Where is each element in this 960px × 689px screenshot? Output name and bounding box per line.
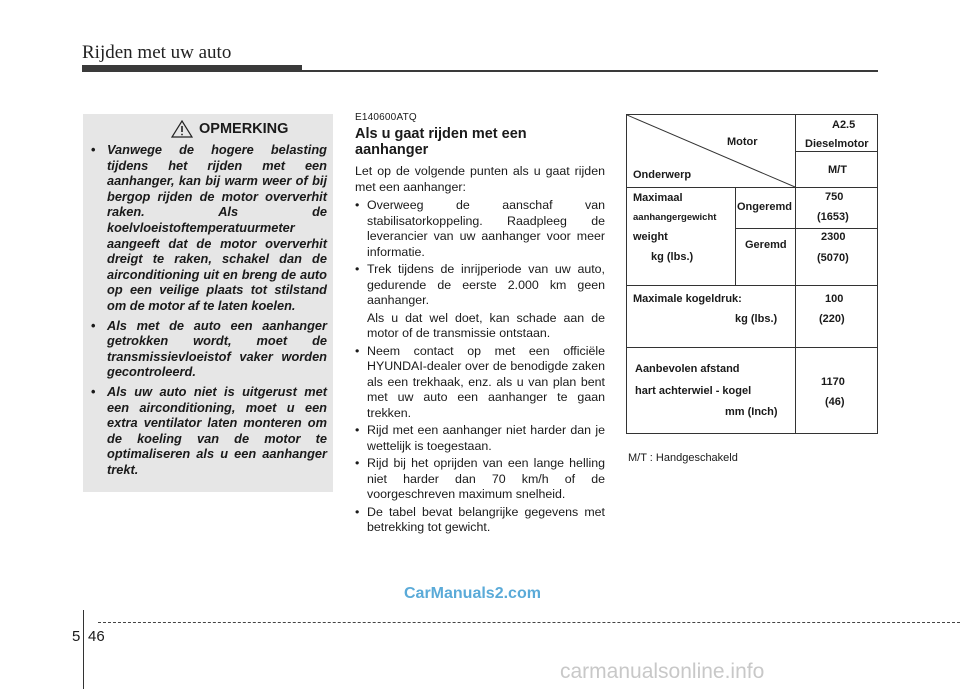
list-item-extra: Als u dat wel doet, kan schade aan de motor of de transmissie ontstaan. bbox=[367, 310, 605, 340]
list-item: • Trek tijdens de inrijperiode van uw auto, gedurende de eerste 2.000 km geen aanhanger. Als u dat wel doet, kan schade aan de motor of de transmissie ontstaan. bbox=[355, 262, 605, 342]
header-rule bbox=[302, 70, 878, 72]
tongue-load-label: Maximale kogeldruk: bbox=[633, 293, 742, 305]
distance-label: Aanbevolen afstand bbox=[635, 363, 740, 375]
page-number: 46 bbox=[88, 628, 105, 645]
unbraked-value: 750 bbox=[825, 191, 844, 203]
watermark: CarManuals2.com bbox=[404, 585, 541, 602]
distance-value: 1170 bbox=[821, 376, 845, 388]
table-divider bbox=[627, 285, 877, 286]
list-item: • Overweeg de aanschaf van stabilisatorkoppeling. Raadpleeg de leverancier van uw aanhanger voor meer informatie. bbox=[355, 198, 605, 260]
max-weight-label: Maximaal bbox=[633, 192, 683, 204]
max-weight-label: weight bbox=[633, 231, 668, 243]
engine-name: A2.5 bbox=[832, 119, 856, 131]
unbraked-label: Ongeremd bbox=[737, 201, 793, 213]
section-title: Als u gaat rijden met een aanhanger bbox=[355, 126, 527, 158]
list-item: • Neem contact op met een officiële HYUNDAI-dealer over de benodigde zaken als een trekhaak, enz. als u van plan bent met uw auto een aanhanger te gaan trekken. bbox=[355, 344, 605, 422]
distance-value-inch: (46) bbox=[825, 396, 845, 408]
note-title: OPMERKING bbox=[199, 121, 289, 137]
page-section: 5 bbox=[72, 628, 81, 645]
distance-unit: mm (Inch) bbox=[725, 406, 778, 418]
table-divider bbox=[735, 228, 877, 229]
note-list bbox=[83, 142, 327, 481]
note-box bbox=[83, 114, 333, 492]
tongue-load-value-lbs: (220) bbox=[819, 313, 845, 325]
section-intro: Let op de volgende punten als u gaat rijden met een aanhanger: bbox=[355, 164, 605, 194]
note-item: • Als uw auto niet is uitgerust met een airconditioning, moet u een extra ventilator laten monteren om de koeling van de motor te optimaliseren als u een aanhanger trekt. bbox=[83, 384, 327, 478]
section-code: E140600ATQ bbox=[355, 112, 417, 123]
braked-label: Geremd bbox=[745, 239, 787, 251]
header-bar bbox=[82, 65, 302, 72]
warning-icon bbox=[171, 120, 193, 138]
list-item: • Rijd met een aanhanger niet harder dan je wettelijk is toegestaan. bbox=[355, 423, 605, 454]
note-item: • Vanwege de hogere belasting tijdens het rijden met een aanhanger, kan bij warm weer of bij bergop rijden de motor oververhit raken. Als de koelvloeistoftemperatuurmeter aangeeft dat de motor oververhit dreigt te raken, schakel dan de airconditioning uit en breng de auto op een veilige plaats tot stilstand om de motor af te laten koelen. bbox=[83, 142, 327, 314]
footer-watermark: carmanualsonline.info bbox=[560, 660, 765, 683]
header-title: Rijden met uw auto bbox=[82, 42, 232, 63]
list-item: • Rijd bij het oprijden van een lange helling niet harder dan 70 km/h of de voorgeschreven maximum snelheid. bbox=[355, 456, 605, 503]
braked-value: 2300 bbox=[821, 231, 846, 243]
table-divider bbox=[627, 347, 877, 348]
unbraked-value-lbs: (1653) bbox=[817, 211, 849, 223]
table-divider bbox=[735, 187, 736, 285]
tongue-load-unit: kg (lbs.) bbox=[735, 313, 778, 325]
table-footnote: M/T : Handgeschakeld bbox=[628, 452, 738, 464]
table-divider bbox=[795, 151, 877, 152]
list-item: • De tabel bevat belangrijke gegevens met betrekking tot gewicht. bbox=[355, 505, 605, 536]
braked-value-lbs: (5070) bbox=[817, 252, 849, 264]
distance-label: hart achterwiel - kogel bbox=[635, 385, 752, 397]
subject-label: Onderwerp bbox=[633, 169, 692, 181]
page-footer-rule bbox=[98, 622, 960, 623]
motor-label: Motor bbox=[727, 136, 758, 148]
max-weight-unit: kg (lbs.) bbox=[651, 251, 694, 263]
transmission-type: M/T bbox=[828, 164, 847, 176]
tongue-load-value: 100 bbox=[825, 293, 844, 305]
table-divider bbox=[627, 187, 877, 188]
engine-type: Dieselmotor bbox=[805, 138, 869, 150]
section-list bbox=[355, 198, 605, 538]
max-weight-label: aanhangergewicht bbox=[633, 212, 717, 223]
table-divider bbox=[795, 115, 796, 433]
trailer-spec-table bbox=[626, 114, 878, 434]
page-divider bbox=[83, 610, 84, 689]
note-item: • Als met de auto een aanhanger getrokken wordt, moet de transmissievloeistof vaker worden gecontroleerd. bbox=[83, 318, 327, 380]
